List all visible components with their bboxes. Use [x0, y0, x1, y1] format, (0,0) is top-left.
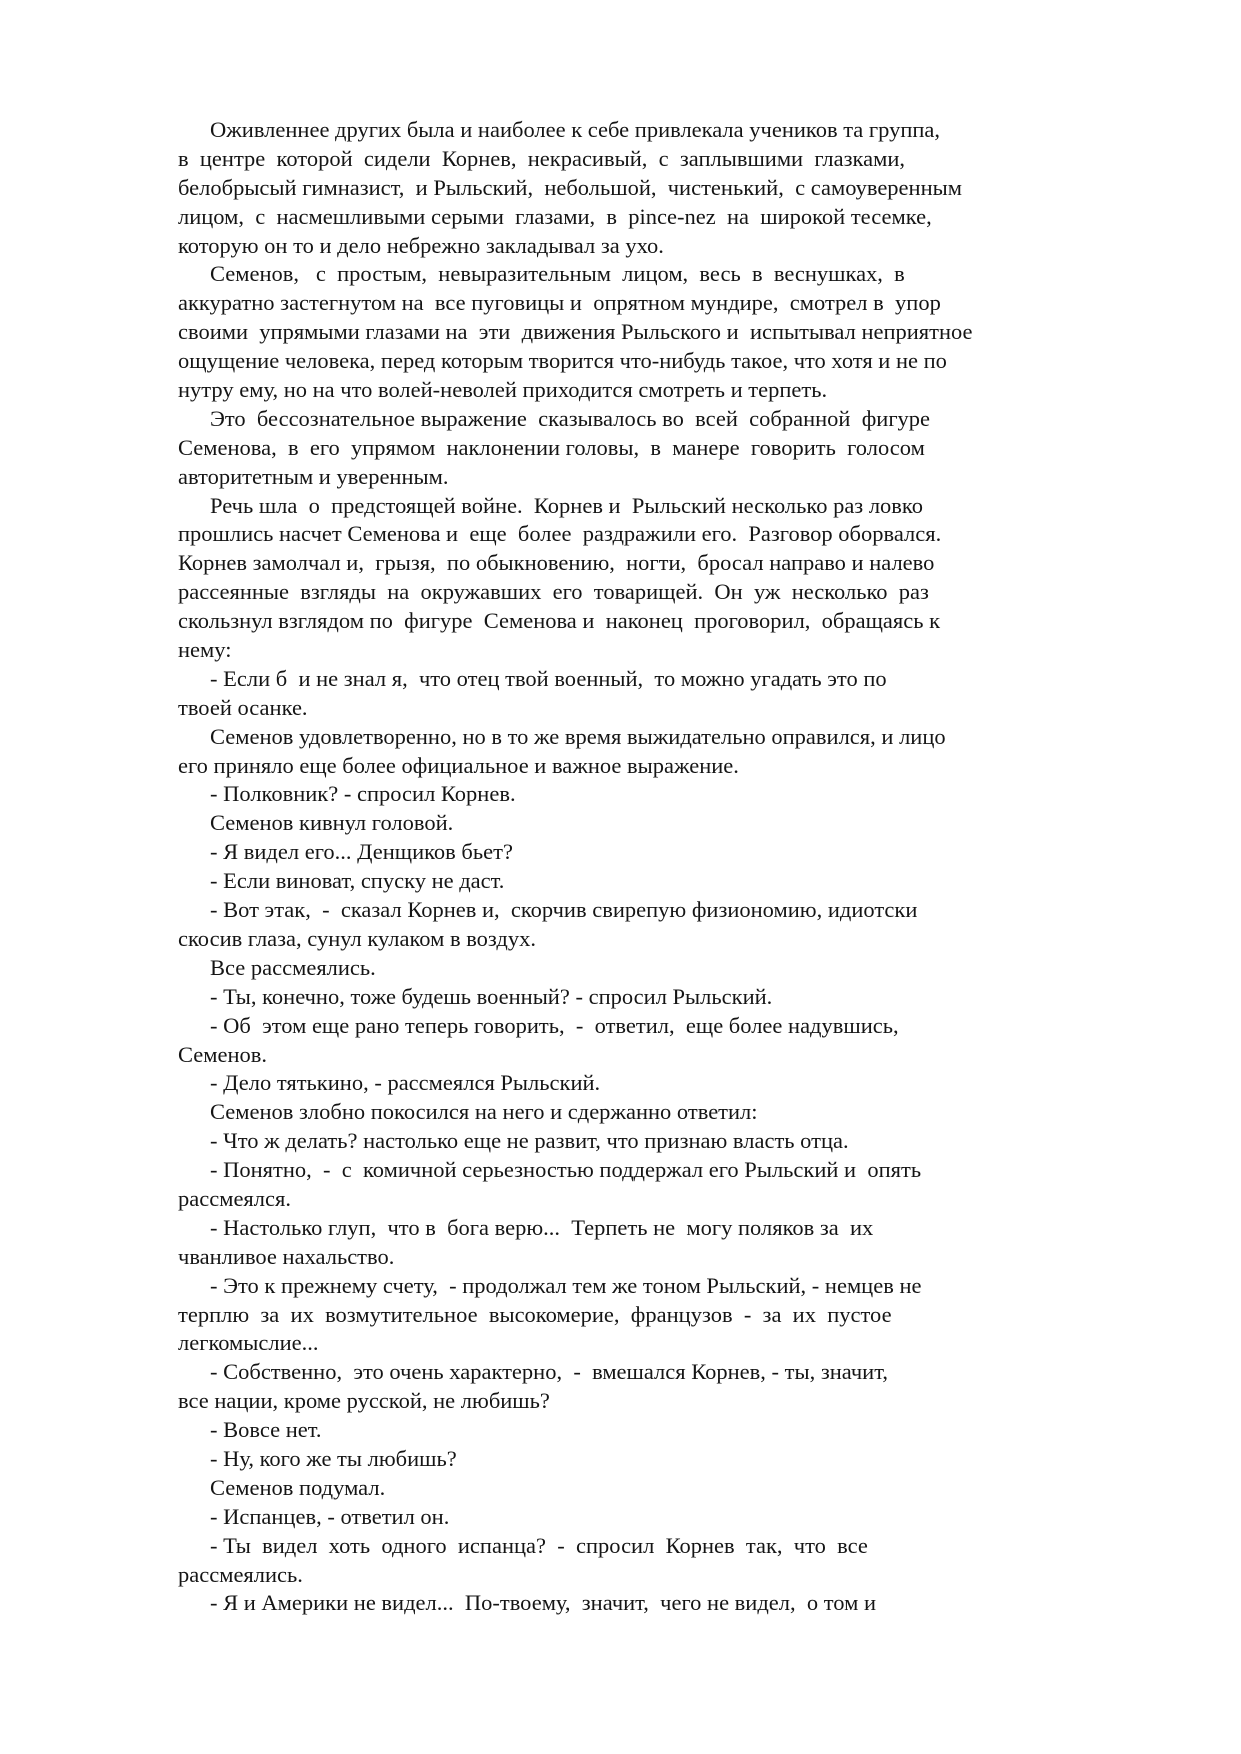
text-line: - Испанцев, - ответил он. — [210, 1503, 450, 1529]
text-line: - Ты, конечно, тоже будешь военный? - спросил Рыльский. — [210, 983, 773, 1009]
text-line: Все рассмеялись. — [210, 954, 376, 980]
text-line: в центре которой сидели Корнев, некрасивый, с заплывшими глазками, — [178, 145, 906, 171]
text-line: нутру ему, но на что волей-неволей приходится смотреть и терпеть. — [178, 377, 828, 403]
text-line: Семенов, с простым, невыразительным лицом, весь в веснушках, в — [210, 261, 905, 287]
text-line: рассмеялся. — [178, 1185, 291, 1211]
text-line: - Дело тятькино, - рассмеялся Рыльский. — [210, 1070, 601, 1096]
body-text — [178, 116, 1078, 1618]
text-line: Семенов подумал. — [210, 1474, 386, 1500]
text-line: все нации, кроме русской, не любишь? — [178, 1388, 550, 1414]
text-line: Семенов удовлетворенно, но в то же время выжидательно оправился, и лицо — [210, 723, 946, 749]
text-line: - Ну, кого же ты любишь? — [210, 1445, 457, 1471]
text-line: его приняло еще более официальное и важное выражение. — [178, 752, 739, 778]
text-line: - Это к прежнему счету, - продолжал тем же тоном Рыльский, - немцев не — [210, 1272, 922, 1298]
text-line: Семенов. — [178, 1041, 268, 1067]
text-line: белобрысый гимназист, и Рыльский, небольшой, чистенький, с самоуверенным — [178, 174, 962, 200]
text-line: нему: — [178, 637, 232, 663]
text-line: аккуратно застегнутом на все пуговицы и опрятном мундире, смотрел в упор — [178, 290, 941, 316]
text-line: - Полковник? - спросил Корнев. — [210, 781, 516, 807]
text-line: Семенова, в его упрямом наклонении головы, в манере говорить голосом — [178, 434, 925, 460]
text-line: которую он то и дело небрежно закладывал за ухо. — [178, 232, 664, 258]
text-line: рассмеялись. — [178, 1561, 303, 1587]
text-line: скосив глаза, сунул кулаком в воздух. — [178, 925, 536, 951]
text-line: - Ты видел хоть одного испанца? - спросил Корнев так, что все — [210, 1532, 868, 1558]
text-line: - Об этом еще рано теперь говорить, - ответил, еще более надувшись, — [210, 1012, 899, 1038]
text-line: - Собственно, это очень характерно, - вмешался Корнев, - ты, значит, — [210, 1359, 888, 1385]
text-line: Семенов злобно покосился на него и сдержанно ответил: — [210, 1099, 758, 1125]
text-line: Оживленнее других была и наиболее к себе привлекала учеников та группа, — [210, 117, 941, 142]
text-line: твоей осанке. — [178, 694, 308, 720]
text-line: чванливое нахальство. — [178, 1243, 395, 1269]
text-line: лицом, с насмешливыми серыми глазами, в pince-nez на широкой тесемке, — [178, 203, 932, 229]
text-line: - Если б и не знал я, что отец твой военный, то можно угадать это по — [210, 665, 887, 691]
text-line: Речь шла о предстоящей войне. Корнев и Рыльский несколько раз ловко — [210, 492, 923, 518]
text-line: рассеянные взгляды на окружавших его товарищей. Он уж несколько раз — [178, 579, 929, 605]
text-line: - Что ж делать? настолько еще не развит, что признаю власть отца. — [210, 1128, 849, 1154]
text-line: Это бессознательное выражение сказывалось во всей собранной фигуре — [210, 405, 931, 431]
text-line: - Я и Америки не видел... По-твоему, значит, чего не видел, о том и — [210, 1590, 877, 1616]
text-line: легкомыслие... — [178, 1330, 319, 1356]
text-line: - Понятно, - с комичной серьезностью поддержал его Рыльский и опять — [210, 1157, 922, 1183]
text-line: - Я видел его... Денщиков бьет? — [210, 839, 513, 865]
text-line: Корнев замолчал и, грызя, по обыкновению, ногти, бросал направо и налево — [178, 550, 935, 576]
text-line: - Если виноват, спуску не даст. — [210, 868, 505, 894]
text-line: - Вовсе нет. — [210, 1417, 322, 1443]
text-line: своими упрямыми глазами на эти движения Рыльского и испытывал неприятное — [178, 319, 973, 345]
text-line: прошлись насчет Семенова и еще более раздражили его. Разговор оборвался. — [178, 521, 942, 547]
text-line: Семенов кивнул головой. — [210, 810, 454, 836]
text-line: ощущение человека, перед которым творится что-нибудь такое, что хотя и не по — [178, 348, 947, 374]
text-line: авторитетным и уверенным. — [178, 463, 449, 489]
text-line: - Настолько глуп, что в бога верю... Терпеть не могу поляков за их — [210, 1214, 874, 1240]
text-line: скользнул взглядом по фигуре Семенова и наконец проговорил, обращаясь к — [178, 608, 941, 634]
text-line: - Вот этак, - сказал Корнев и, скорчив свирепую физиономию, идиотски — [210, 897, 918, 923]
text-line: терплю за их возмутительное высокомерие, французов - за их пустое — [178, 1301, 892, 1327]
